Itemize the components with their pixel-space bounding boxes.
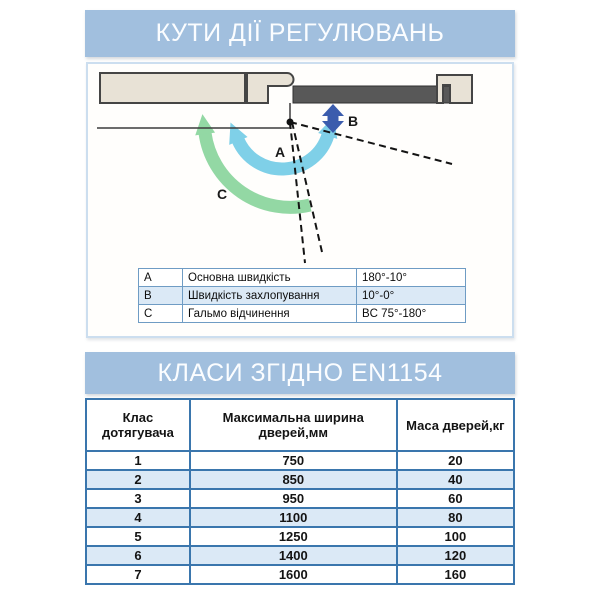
cell-width: 1400 [190, 546, 397, 565]
legend-range: 180°-10° [357, 269, 466, 287]
door-frame-hinge-jamb [247, 73, 294, 103]
angles-diagram-panel [86, 62, 514, 338]
cell-mass: 120 [397, 546, 514, 565]
cell-width: 750 [190, 451, 397, 470]
cell-class: 4 [86, 508, 190, 527]
header-door-width: Максимальна ширина дверей,мм [190, 399, 397, 451]
header-class: Клас дотягувача [86, 399, 190, 451]
cell-class: 3 [86, 489, 190, 508]
cell-mass: 60 [397, 489, 514, 508]
angles-section-title: КУТИ ДІЇ РЕГУЛЮВАНЬ [85, 10, 515, 57]
dashed-line-closing-1 [290, 122, 305, 263]
cell-class: 6 [86, 546, 190, 565]
table-row [86, 527, 514, 546]
door-frame-strike-jamb [437, 75, 472, 103]
legend-name: Гальмо відчинення [183, 305, 357, 323]
cell-mass: 20 [397, 451, 514, 470]
label-b: B [347, 113, 359, 129]
hinge-pivot-dot [287, 119, 294, 126]
cell-class: 7 [86, 565, 190, 584]
en1154-classes-table [85, 398, 515, 585]
cell-width: 1100 [190, 508, 397, 527]
cell-mass: 40 [397, 470, 514, 489]
legend-key: C [139, 305, 183, 323]
legend-name: Швидкість захлопування [183, 287, 357, 305]
table-row [86, 489, 514, 508]
header-door-mass: Маса дверей,кг [397, 399, 514, 451]
legend-key: A [139, 269, 183, 287]
cell-class: 1 [86, 451, 190, 470]
cell-mass: 100 [397, 527, 514, 546]
cell-width: 950 [190, 489, 397, 508]
legend-row-b [139, 287, 466, 305]
cell-class: 5 [86, 527, 190, 546]
legend-key: B [139, 287, 183, 305]
table-row [86, 565, 514, 584]
legend-name: Основна швидкість [183, 269, 357, 287]
wall-section [100, 73, 245, 103]
cell-width: 1600 [190, 565, 397, 584]
legend-row-c [139, 305, 466, 323]
legend-range: 10°-0° [357, 287, 466, 305]
adjustment-legend-table [138, 268, 466, 323]
table-header-row [86, 399, 514, 451]
dashed-line-closing-2 [292, 122, 322, 252]
cell-width: 1250 [190, 527, 397, 546]
label-c: C [216, 186, 228, 202]
cell-width: 850 [190, 470, 397, 489]
table-row [86, 470, 514, 489]
table-row [86, 546, 514, 565]
door-leaf [293, 86, 450, 103]
cell-mass: 80 [397, 508, 514, 527]
table-row [86, 451, 514, 470]
cell-class: 2 [86, 470, 190, 489]
classes-section-title: КЛАСИ ЗГІДНО EN1154 [85, 352, 515, 394]
legend-range: BC 75°-180° [357, 305, 466, 323]
cell-mass: 160 [397, 565, 514, 584]
table-row [86, 508, 514, 527]
arrow-b-latch-speed [322, 104, 344, 133]
label-a: A [274, 144, 286, 160]
legend-row-a [139, 269, 466, 287]
